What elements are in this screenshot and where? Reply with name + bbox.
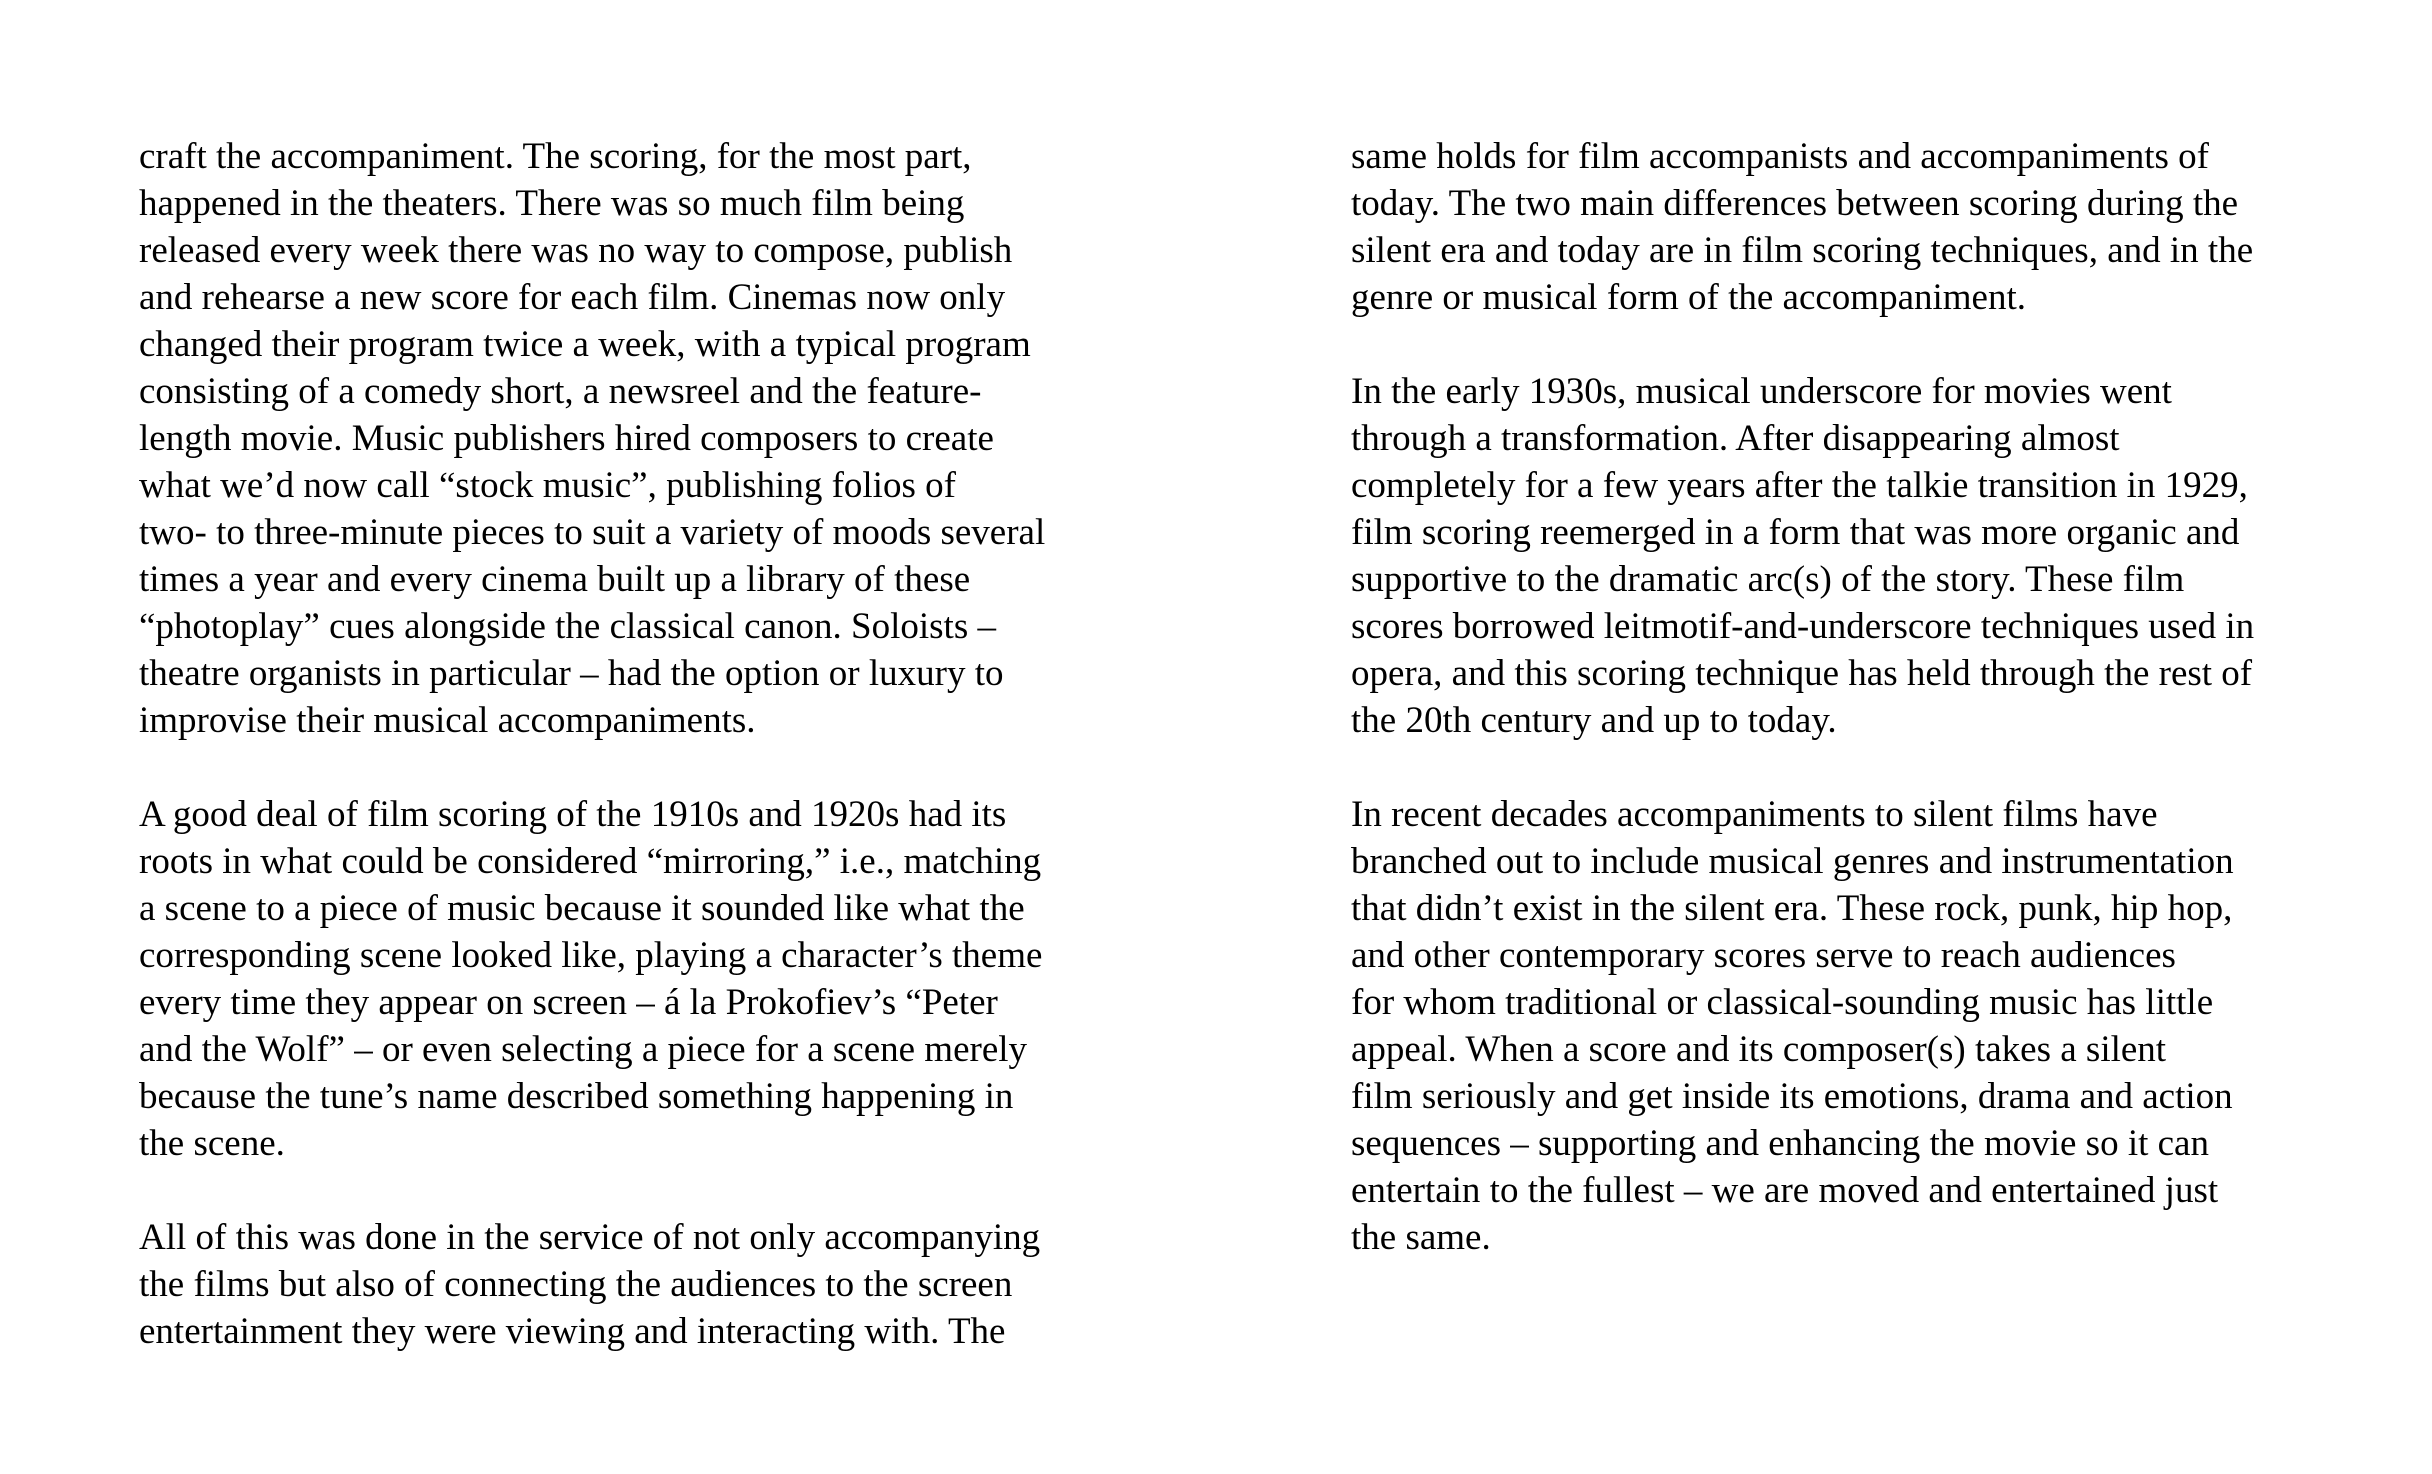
text-line: what we’d now call “stock music”, publishing folios of — [139, 465, 956, 506]
text-line: branched out to include musical genres and instrumentation — [1351, 841, 2234, 882]
text-line: sequences – supporting and enhancing the movie so it can — [1351, 1123, 2209, 1164]
paragraph-stock-music — [139, 133, 1139, 744]
text-line: silent era and today are in film scoring techniques, and in the — [1351, 230, 2254, 271]
text-line: film scoring reemerged in a form that was more organic and — [1351, 512, 2240, 553]
text-line: two- to three-minute pieces to suit a variety of moods several — [139, 512, 1046, 553]
text-line: scores borrowed leitmotif-and-underscore techniques used in — [1351, 606, 2255, 647]
text-line: the same. — [1351, 1217, 1491, 1258]
text-line: completely for a few years after the talkie transition in 1929, — [1351, 465, 2248, 506]
text-line: times a year and every cinema built up a library of these — [139, 559, 971, 600]
text-line: “photoplay” cues alongside the classical canon. Soloists – — [139, 606, 996, 647]
text-line: film seriously and get inside its emotions, drama and action — [1351, 1076, 2233, 1117]
text-line: today. The two main differences between scoring during the — [1351, 183, 2239, 224]
paragraph-recent-decades — [1351, 791, 2351, 1261]
text-line: All of this was done in the service of not only accompanying — [139, 1217, 1041, 1258]
text-line: improvise their musical accompaniments. — [139, 700, 756, 741]
text-line: corresponding scene looked like, playing a character’s theme — [139, 935, 1043, 976]
text-line: In the early 1930s, musical underscore for movies went — [1351, 371, 2172, 412]
text-line: appeal. When a score and its composer(s) takes a silent — [1351, 1029, 2167, 1070]
text-line: supportive to the dramatic arc(s) of the story. These film — [1351, 559, 2185, 600]
text-line: every time they appear on screen – á la Prokofiev’s “Peter — [139, 982, 998, 1023]
text-line: A good deal of film scoring of the 1910s and 1920s had its — [139, 794, 1007, 835]
text-line: consisting of a comedy short, a newsreel and the feature- — [139, 371, 982, 412]
paragraph-service — [139, 1214, 1139, 1355]
text-line: changed their program twice a week, with a typical program — [139, 324, 1031, 365]
text-line: for whom traditional or classical-sounding music has little — [1351, 982, 2214, 1023]
right-text-column — [1351, 133, 2351, 1308]
text-line: entertain to the fullest – we are moved and entertained just — [1351, 1170, 2219, 1211]
text-line: the scene. — [139, 1123, 285, 1164]
text-line: the films but also of connecting the audiences to the screen — [139, 1264, 1013, 1305]
text-line: and rehearse a new score for each film. Cinemas now only — [139, 277, 1006, 318]
text-line: the 20th century and up to today. — [1351, 700, 1837, 741]
text-line: and the Wolf” – or even selecting a piece for a scene merely — [139, 1029, 1028, 1070]
text-line: roots in what could be considered “mirroring,” i.e., matching — [139, 841, 1042, 882]
text-line: happened in the theaters. There was so much film being — [139, 183, 965, 224]
text-line: same holds for film accompanists and accompaniments of — [1351, 136, 2209, 177]
text-line: genre or musical form of the accompaniment. — [1351, 277, 2026, 318]
text-line: length movie. Music publishers hired composers to create — [139, 418, 994, 459]
text-line: theatre organists in particular – had the option or luxury to — [139, 653, 1004, 694]
text-line: entertainment they were viewing and interacting with. The — [139, 1311, 1006, 1352]
text-line: a scene to a piece of music because it sounded like what the — [139, 888, 1025, 929]
text-line: because the tune’s name described something happening in — [139, 1076, 1014, 1117]
text-line: In recent decades accompaniments to silent films have — [1351, 794, 2158, 835]
paragraph-today — [1351, 133, 2351, 321]
text-line: released every week there was no way to compose, publish — [139, 230, 1013, 271]
text-line: that didn’t exist in the silent era. These rock, punk, hip hop, — [1351, 888, 2233, 929]
text-line: craft the accompaniment. The scoring, for the most part, — [139, 136, 972, 177]
text-line: opera, and this scoring technique has held through the rest of — [1351, 653, 2253, 694]
paragraph-mirroring — [139, 791, 1139, 1167]
paragraph-1930s — [1351, 368, 2351, 744]
left-text-column — [139, 133, 1139, 1402]
text-line: and other contemporary scores serve to reach audiences — [1351, 935, 2176, 976]
text-line: through a transformation. After disappearing almost — [1351, 418, 2120, 459]
